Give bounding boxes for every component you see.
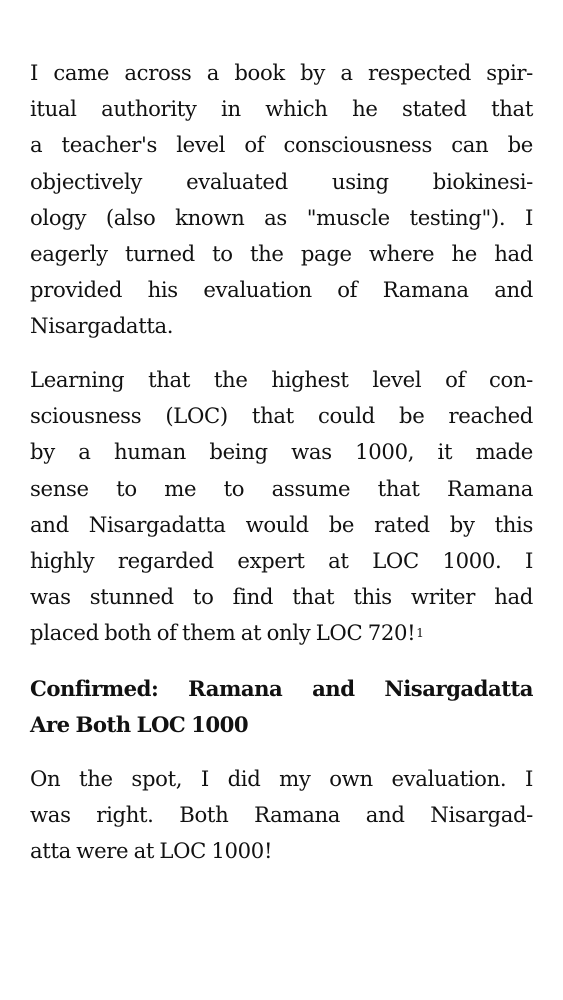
text-line: Nisargadatta.	[30, 313, 174, 339]
text-line: was right. Both Ramana and Nisargad-	[30, 802, 533, 828]
text-line: highly regarded expert at LOC 1000. I	[30, 547, 533, 573]
text-line: a teacher's level of consciousness can be	[30, 132, 533, 158]
text-line: atta were at LOC 1000!	[30, 838, 273, 864]
heading-line: Are Both LOC 1000	[30, 712, 249, 738]
footnote-marker[interactable]: 1	[416, 626, 424, 641]
text-line-with-footnote	[30, 615, 533, 651]
section-heading	[30, 671, 533, 743]
text-line: sense to me to assume that Ramana	[30, 475, 533, 501]
text-line: by a human being was 1000, it made	[30, 439, 533, 465]
paragraph-3	[30, 761, 533, 870]
paragraph-2	[30, 362, 533, 652]
text-line: I came across a book by a respected spir-	[30, 60, 533, 85]
heading-line: Confirmed: Ramana and Nisargadatta	[30, 676, 533, 701]
text-line: On the spot, I did my own evaluation. I	[30, 766, 533, 791]
text-line: provided his evaluation of Ramana and	[30, 277, 533, 303]
text-line: itual authority in which he stated that	[30, 96, 533, 122]
text-line: ology (also known as "muscle testing"). I	[30, 204, 533, 230]
text-line: objectively evaluated using biokinesi-	[30, 168, 533, 194]
text-line: Learning that the highest level of con-	[30, 367, 533, 392]
text-line: sciousness (LOC) that could be reached	[30, 403, 533, 429]
text-line: and Nisargadatta would be rated by this	[30, 511, 533, 537]
text-line-content: placed both of them at only LOC 720!	[30, 620, 416, 646]
text-line: eagerly turned to the page where he had	[30, 240, 533, 266]
paragraph-1	[30, 55, 533, 345]
text-line: was stunned to find that this writer had	[30, 584, 533, 610]
